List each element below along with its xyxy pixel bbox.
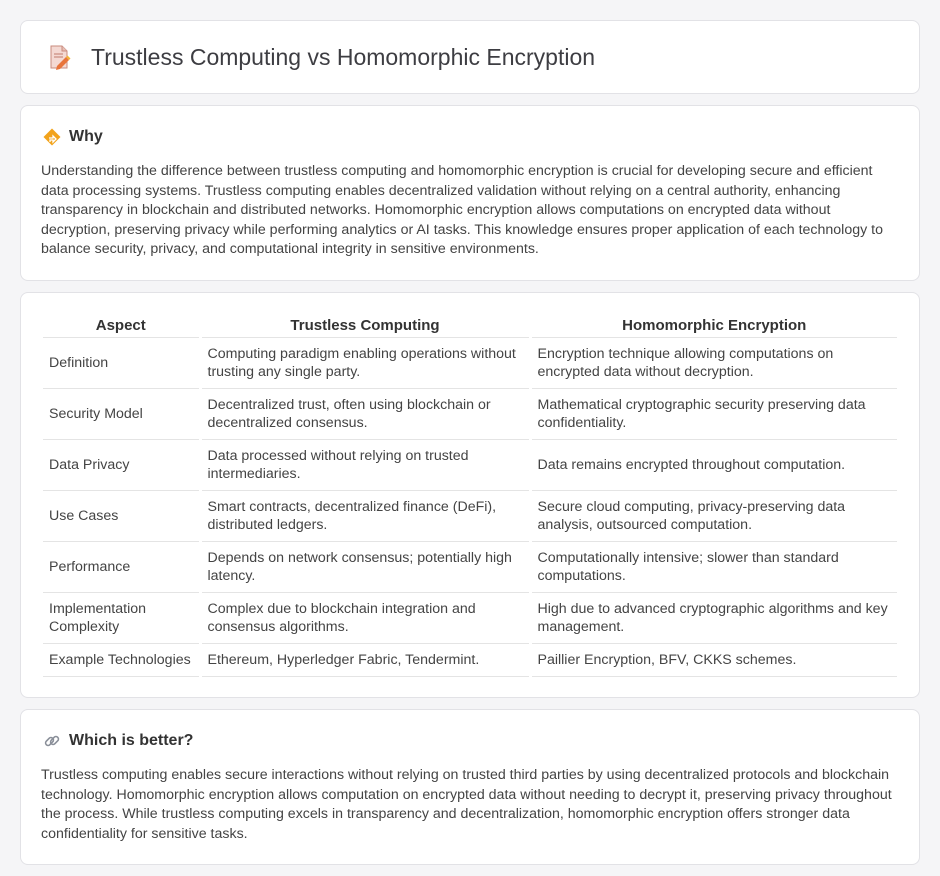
aspect-cell: Data Privacy (43, 439, 200, 490)
diamond-sign-icon (43, 128, 61, 146)
page-title: Trustless Computing vs Homomorphic Encryption (91, 43, 596, 70)
why-heading-label: Why (69, 128, 103, 145)
homomorphic-cell: High due to advanced cryptographic algorithms and key management. (530, 592, 897, 643)
homomorphic-cell: Computationally intensive; slower than standard computations. (530, 541, 897, 592)
homomorphic-cell: Data remains encrypted throughout computation. (530, 439, 897, 490)
document-pencil-icon (45, 43, 73, 71)
header-aspect: Aspect (43, 313, 200, 338)
aspect-cell: Security Model (43, 388, 200, 439)
why-section (20, 105, 920, 281)
table-row (43, 592, 897, 643)
aspect-cell: Performance (43, 541, 200, 592)
better-heading (41, 732, 899, 750)
table-row (43, 439, 897, 490)
homomorphic-cell: Paillier Encryption, BFV, CKKS schemes. (530, 643, 897, 676)
aspect-cell: Definition (43, 337, 200, 388)
table-row (43, 643, 897, 676)
table-row (43, 337, 897, 388)
trustless-cell: Ethereum, Hyperledger Fabric, Tendermint. (200, 643, 530, 676)
title-card (20, 20, 920, 94)
trustless-cell: Smart contracts, decentralized finance (DeFi), distributed ledgers. (200, 490, 530, 541)
homomorphic-cell: Mathematical cryptographic security preserving data confidentiality. (530, 388, 897, 439)
table-row (43, 388, 897, 439)
trustless-cell: Depends on network consensus; potentially high latency. (200, 541, 530, 592)
table-row (43, 541, 897, 592)
comparison-table (43, 313, 897, 677)
trustless-cell: Decentralized trust, often using blockchain or decentralized consensus. (200, 388, 530, 439)
comparison-table-card (20, 292, 920, 698)
which-is-better-section (20, 709, 920, 865)
header-trustless: Trustless Computing (200, 313, 530, 338)
better-paragraph: Trustless computing enables secure interactions without relying on trusted third parties by using decentralized protocols and blockchain technology. Homomorphic encryption allows computation on encrypted data without needing to decrypt it, preserving privacy throughout the process. While trustless computing excels in transparency and decentralization, homomorphic encryption offers stronger data confidentiality for sensitive tasks. (41, 766, 892, 842)
why-heading (41, 128, 899, 146)
better-heading-label: Which is better? (69, 731, 194, 749)
homomorphic-cell: Secure cloud computing, privacy-preserving data analysis, outsourced computation. (530, 490, 897, 541)
why-paragraph: Understanding the difference between trustless computing and homomorphic encryption is crucial for developing secure and efficient data processing systems. Trustless computing enables decentralized validation without relying on a central authority, enhancing transparency in blockchain and distributed networks. Homomorphic encryption allows computations on encrypted data without decryption, preserving privacy while performing analytics or AI tasks. This knowledge ensures proper application of each technology to balance security, privacy, and computational integrity in sensitive environments. (41, 163, 883, 258)
table-header-row (43, 313, 897, 338)
aspect-cell: Use Cases (43, 490, 200, 541)
trustless-cell: Computing paradigm enabling operations without trusting any single party. (200, 337, 530, 388)
trustless-cell: Data processed without relying on trusted intermediaries. (200, 439, 530, 490)
aspect-cell: Example Technologies (43, 643, 200, 676)
header-homomorphic: Homomorphic Encryption (530, 313, 897, 338)
trustless-cell: Complex due to blockchain integration and consensus algorithms. (200, 592, 530, 643)
homomorphic-cell: Encryption technique allowing computations on encrypted data without decryption. (530, 337, 897, 388)
table-row (43, 490, 897, 541)
aspect-cell: Implementation Complexity (43, 592, 200, 643)
link-icon (43, 732, 61, 750)
